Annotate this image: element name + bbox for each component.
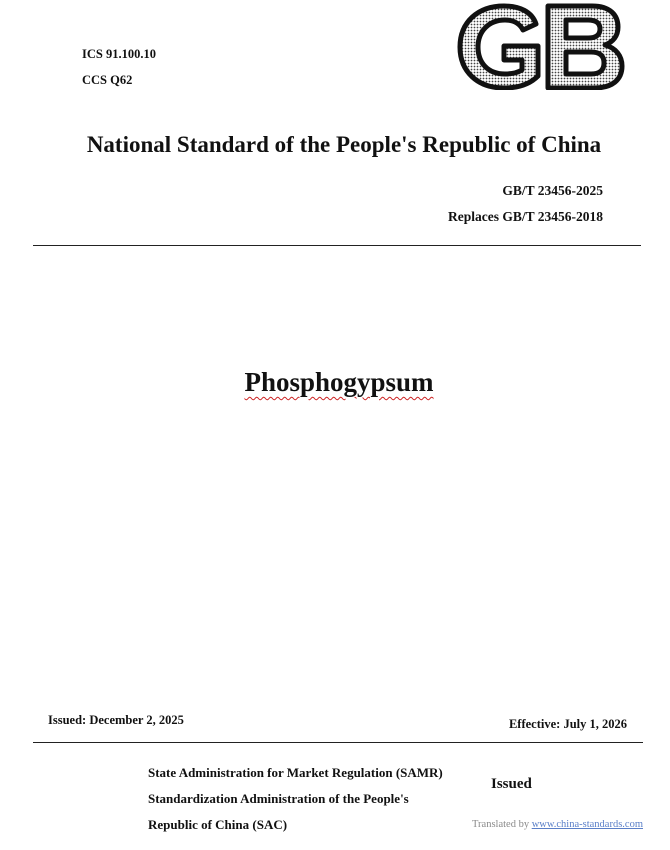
- gb-logo: [452, 2, 626, 90]
- translation-credit: [472, 819, 643, 830]
- bottom-divider: [33, 742, 643, 743]
- top-divider: [33, 245, 641, 246]
- replaces-standard: Replaces GB/T 23456-2018: [448, 209, 603, 224]
- document-title: [0, 367, 670, 398]
- effective-date: Effective: July 1, 2026: [508, 717, 627, 731]
- ics-code: ICS 91.100.10: [82, 47, 156, 61]
- authority-sac-line2: Republic of China (SAC): [148, 817, 288, 832]
- issued-label: Issued: [491, 776, 532, 792]
- standard-number: GB/T 23456-2025: [502, 183, 603, 198]
- document-title-text: Phosphogypsum: [244, 367, 434, 397]
- ccs-code: CCS Q62: [82, 73, 133, 87]
- national-standard-title: National Standard of the People's Republic of China: [86, 132, 602, 157]
- authority-sac-line1: Standardization Administration of the People's: [148, 791, 409, 806]
- translation-prefix: Translated by: [472, 819, 532, 830]
- translation-link[interactable]: www.china-standards.com: [531, 819, 643, 830]
- authority-samr: State Administration for Market Regulation (SAMR): [148, 765, 443, 780]
- issued-date: Issued: December 2, 2025: [48, 713, 184, 727]
